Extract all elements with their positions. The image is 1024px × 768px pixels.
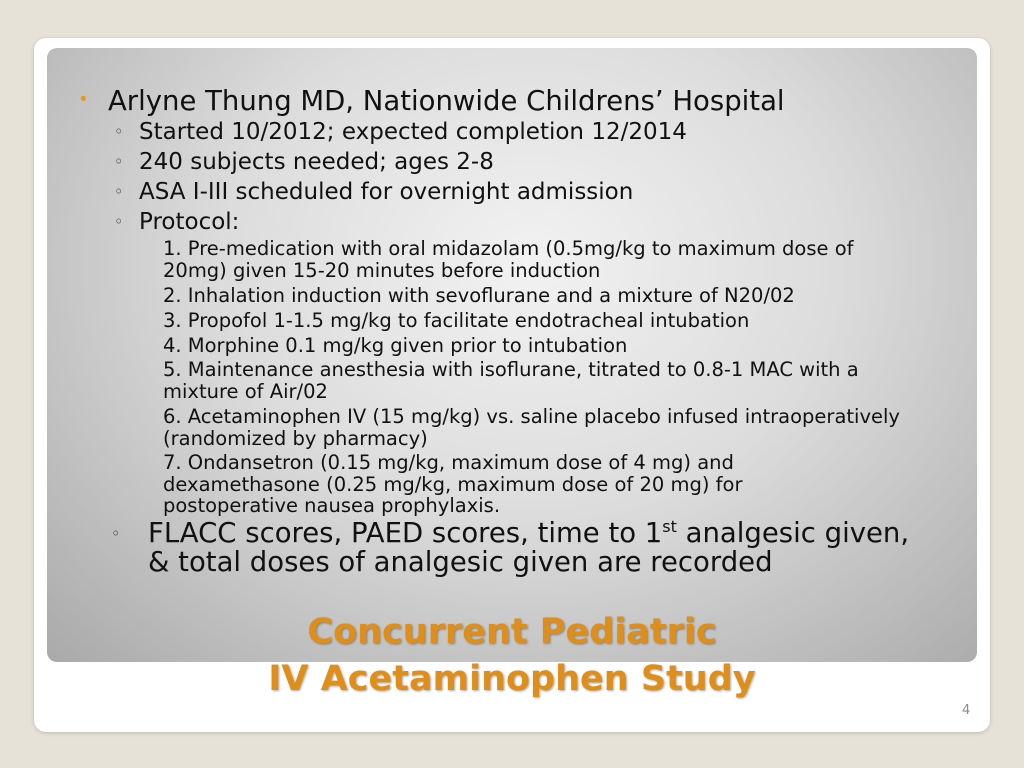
flacc-text-part2: analgesic given, & total doses of analgesic given are recorded (148, 517, 910, 578)
sub-bullet-asa: ASA I-III scheduled for overnight admission (139, 179, 634, 205)
page-number: 4 (962, 703, 971, 718)
flacc-superscript: st (662, 517, 677, 536)
sub-bullet-subjects: 240 subjects needed; ages 2-8 (139, 149, 494, 175)
protocol-step-5: 5. Maintenance anesthesia with isoflurane, titrated to 0.8-1 MAC with a mixture of Air/02 (163, 358, 859, 403)
flacc-text-part1: FLACC scores, PAED scores, time to 1 (148, 517, 663, 549)
protocol-step-1: 1. Pre-medication with oral midazolam (0.5mg/kg to maximum dose of 20mg) given 15-20 minutes before induction (163, 237, 854, 282)
protocol-step-6: 6. Acetaminophen IV (15 mg/kg) vs. saline placebo infused intraoperatively (randomized by pharmacy) (163, 405, 900, 450)
sub-bullet-icon: ◦ (111, 524, 121, 543)
main-bullet-icon: • (78, 89, 89, 110)
slide-title-line1: Concurrent Pediatric (307, 612, 717, 652)
sub-bullet-icon: ◦ (114, 182, 124, 201)
sub-bullet-icon: ◦ (114, 152, 124, 171)
flacc-bullet (148, 519, 928, 577)
protocol-step-2: 2. Inhalation induction with sevoflurane and a mixture of N20/02 (163, 284, 795, 307)
protocol-step-7: 7. Ondansetron (0.15 mg/kg, maximum dose of 4 mg) and dexamethasone (0.25 mg/kg, maximum dose of 20 mg) for postoperative nausea prophylaxis. (163, 451, 743, 517)
protocol-step-4: 4. Morphine 0.1 mg/kg given prior to intubation (163, 334, 628, 357)
sub-bullet-icon: ◦ (114, 212, 124, 231)
slide-title-line2: IV Acetaminophen Study (268, 659, 756, 699)
sub-bullet-start-date: Started 10/2012; expected completion 12/2014 (139, 119, 687, 145)
main-bullet: Arlyne Thung MD, Nationwide Childrens’ Hospital (108, 85, 785, 117)
sub-bullet-icon: ◦ (114, 122, 124, 141)
sub-bullet-protocol: Protocol: (139, 209, 240, 235)
protocol-step-3: 3. Propofol 1-1.5 mg/kg to facilitate endotracheal intubation (163, 309, 750, 332)
